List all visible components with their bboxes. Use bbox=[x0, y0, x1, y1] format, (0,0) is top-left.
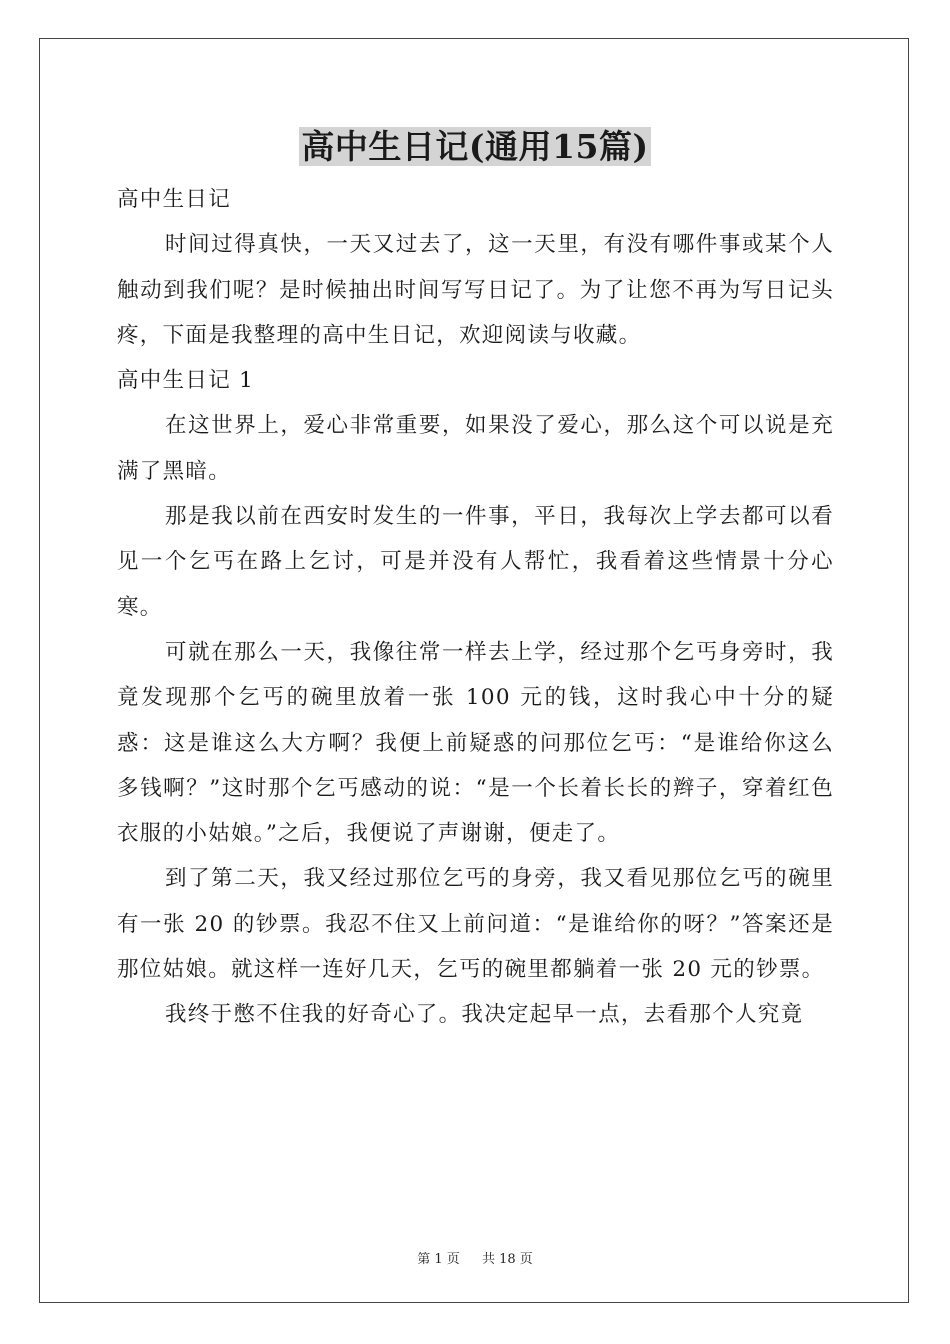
body-paragraph: 我终于憋不住我的好奇心了。我决定起早一点，去看那个人究竟 bbox=[165, 1002, 804, 1028]
page-footer bbox=[0, 1248, 950, 1267]
page-total: 共 18 页 bbox=[481, 1252, 533, 1267]
document-title-text: 高中生日记(通用15篇) bbox=[301, 127, 649, 166]
section-heading: 高中生日记 bbox=[117, 187, 232, 212]
document-body bbox=[117, 177, 834, 1038]
body-paragraph: 到了第二天，我又经过那位乞丐的身旁，我又看见那位乞丐的碗里有一张 20 的钞票。我忍不住又上前问道：“是谁给你的呀？”答案还是那位姑娘。就这样一连好几天，乞丐的碗里都躺着一张 20 元的钞票。 bbox=[117, 866, 834, 983]
body-paragraph: 时间过得真快，一天又过去了，这一天里，有没有哪件事或某个人触动到我们呢？是时候抽出时间写写日记了。为了让您不再为写日记头疼，下面是我整理的高中生日记，欢迎阅读与收藏。 bbox=[117, 232, 834, 348]
body-paragraph: 在这世界上，爱心非常重要，如果没了爱心，那么这个可以说是充满了黑暗。 bbox=[117, 413, 834, 484]
page-number: 第 1 页 bbox=[417, 1252, 460, 1267]
section-heading: 高中生日记 1 bbox=[117, 368, 255, 394]
body-paragraph: 可就在那么一天，我像往常一样去上学，经过那个乞丐身旁时，我竟发现那个乞丐的碗里放着一张 100 元的钱，这时我心中十分的疑惑：这是谁这么大方啊？我便上前疑惑的问那位乞丐：“是谁给你这么多钱啊？”这时那个乞丐感动的说：“是一个长着长长的辫子，穿着红色衣服的小姑娘。”之后，我便说了声谢谢，便走了。 bbox=[117, 639, 834, 847]
document-title bbox=[0, 125, 950, 169]
body-paragraph: 那是我以前在西安时发生的一件事，平日，我每次上学去都可以看见一个乞丐在路上乞讨，可是并没有人帮忙，我看着这些情景十分心寒。 bbox=[117, 504, 834, 620]
